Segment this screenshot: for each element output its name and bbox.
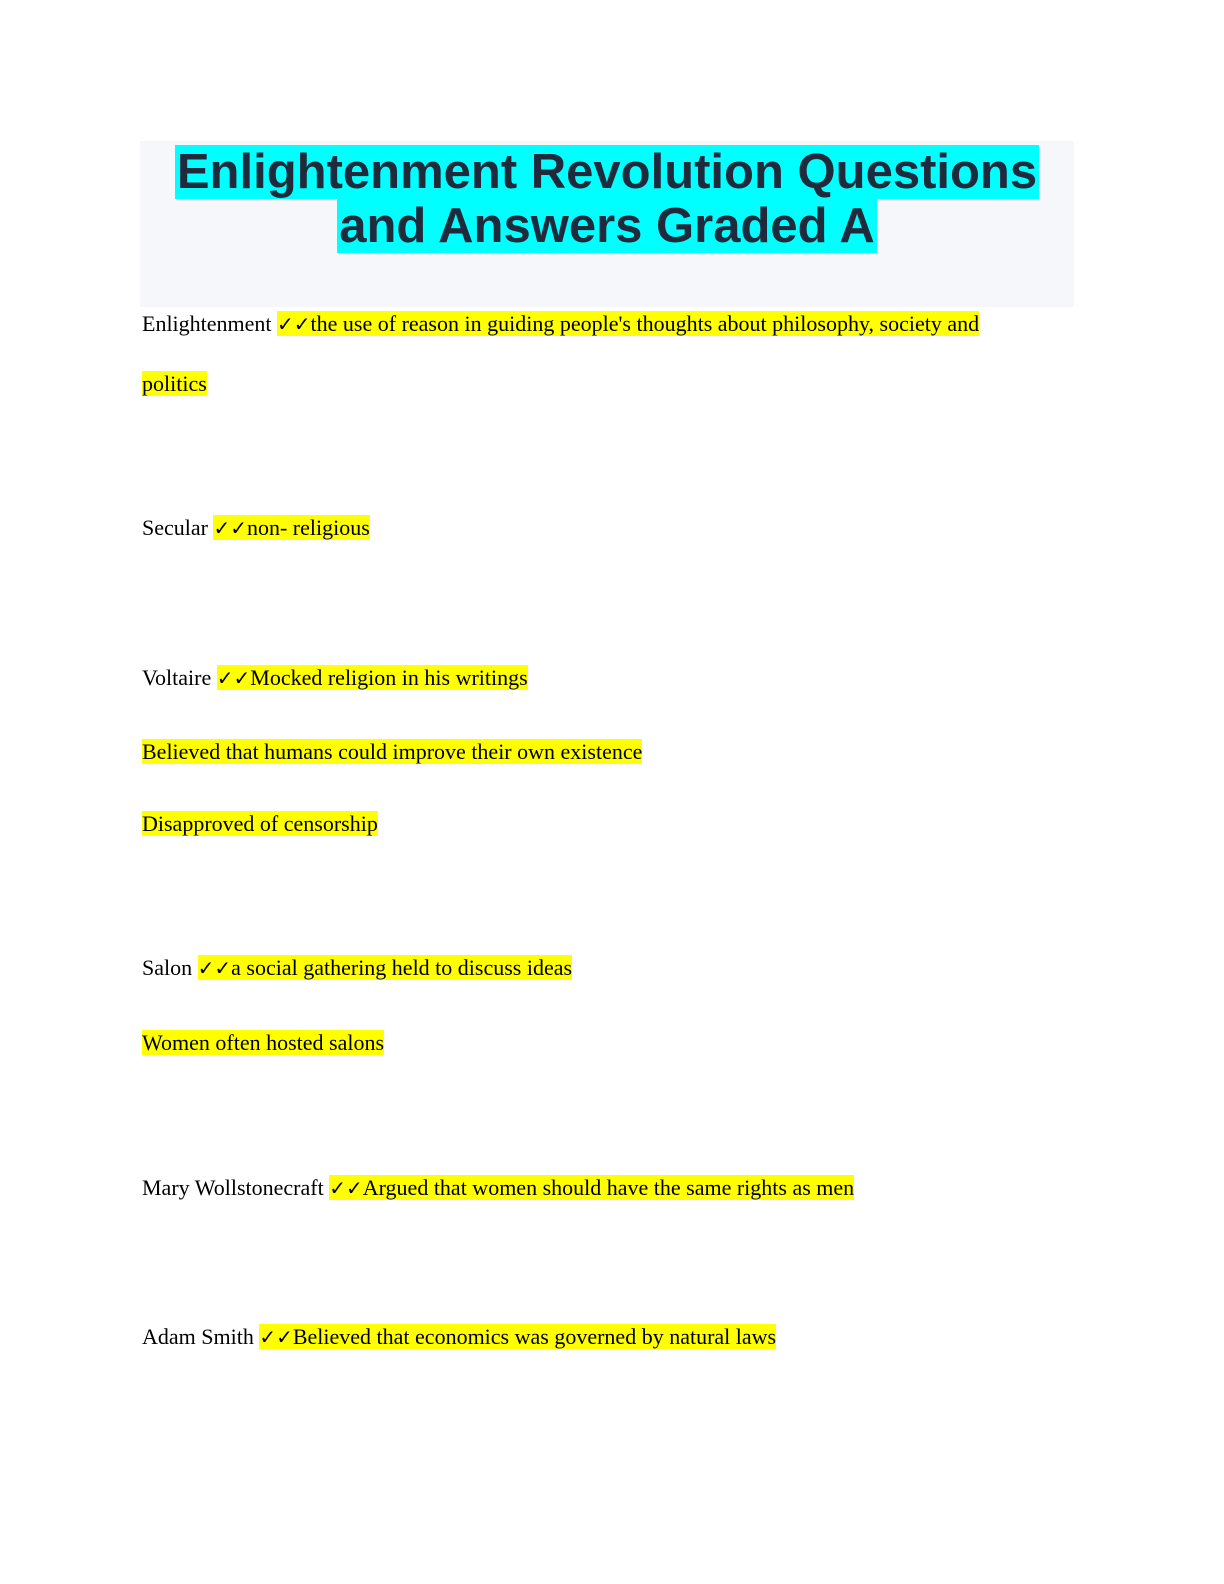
title-block <box>140 141 1074 307</box>
title-text-2: and Answers Graded A <box>339 199 875 253</box>
term: Enlightenment <box>142 311 272 336</box>
answer: Argued that women should have the same rights as men <box>362 1175 855 1200</box>
term: Adam Smith <box>142 1324 254 1349</box>
title-text-1: Enlightenment Revolution Questions <box>176 145 1038 199</box>
check-icon: ✓✓ <box>259 1325 293 1349</box>
answer-extra: Women often hosted salons <box>142 1030 385 1055</box>
answer-extra: Believed that humans could improve their own existence <box>142 739 643 764</box>
term: Secular <box>142 515 208 540</box>
entry-enlightenment <box>142 307 979 341</box>
answer: Mocked religion in his writings <box>250 665 528 690</box>
entry-salon-extra <box>142 1026 384 1060</box>
entry-voltaire-extra-2 <box>142 807 378 841</box>
title-line-2 <box>140 198 1074 254</box>
term: Voltaire <box>142 665 212 690</box>
term: Salon <box>142 955 193 980</box>
answer: a social gathering held to discuss ideas <box>231 955 573 980</box>
entry-adam-smith <box>142 1320 776 1354</box>
check-icon: ✓✓ <box>329 1176 363 1200</box>
entry-mary-wollstonecraft <box>142 1171 854 1205</box>
check-icon: ✓✓ <box>277 312 311 336</box>
check-icon: ✓✓ <box>197 956 232 980</box>
check-icon: ✓✓ <box>216 666 251 690</box>
entry-enlightenment-continued <box>142 367 207 401</box>
answer-extra: Disapproved of censorship <box>142 811 378 836</box>
check-icon: ✓✓ <box>213 516 247 540</box>
entry-secular <box>142 511 370 545</box>
entry-voltaire <box>142 661 528 695</box>
answer-continued: politics <box>142 371 207 396</box>
entry-salon <box>142 951 572 985</box>
title-line-1 <box>140 144 1074 200</box>
term: Mary Wollstonecraft <box>142 1175 324 1200</box>
answer: Believed that economics was governed by natural laws <box>292 1324 777 1349</box>
answer: non- religious <box>246 515 370 540</box>
entry-voltaire-extra-1 <box>142 735 642 769</box>
answer: the use of reason in guiding people's thoughts about philosophy, society and <box>310 311 980 336</box>
